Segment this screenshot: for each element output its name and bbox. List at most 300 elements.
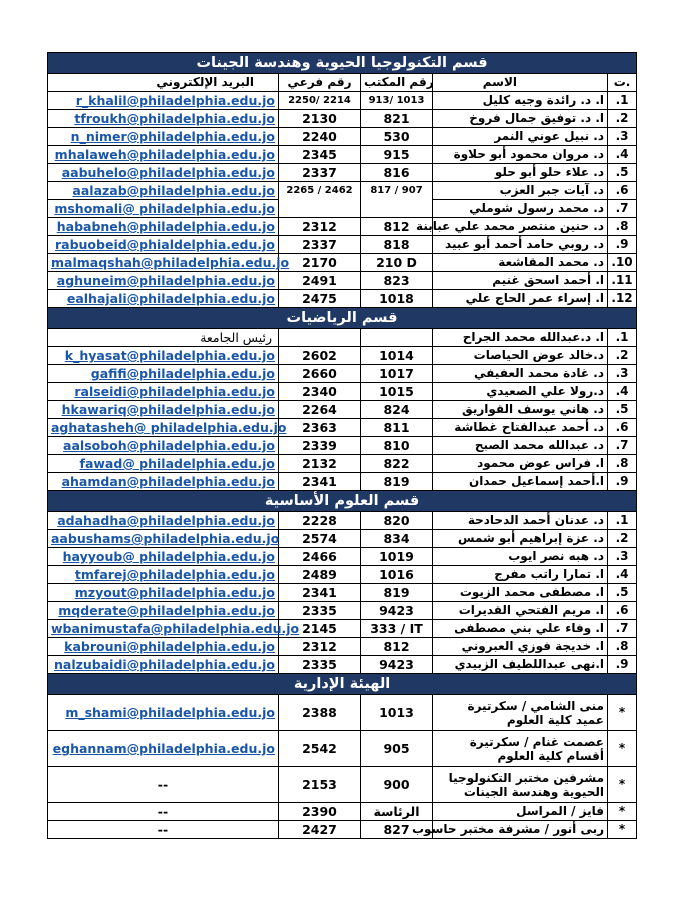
email-link-text[interactable]: mshomali@ philadelphia.edu.jo (54, 201, 275, 216)
office-cell (361, 182, 433, 200)
name-cell (433, 401, 608, 419)
office-cell-text: 913/ 1013 (368, 95, 425, 106)
header-office (361, 74, 433, 92)
email-link[interactable] (48, 383, 279, 401)
office-cell (361, 110, 433, 128)
section-title-text: قسم التكنولوجيا الحيوية وهندسة الجينات (196, 55, 488, 71)
extension-cell-text: 2475 (302, 291, 337, 306)
row-number-text: .4 (615, 384, 629, 398)
name-cell (433, 530, 608, 548)
extension-cell (279, 731, 361, 767)
office-cell (361, 146, 433, 164)
name-cell-text: د. محمد رسول شوملي (469, 201, 604, 215)
section-title-row (48, 674, 637, 695)
email-link[interactable] (48, 236, 279, 254)
extension-cell-text: 2312 (302, 639, 337, 654)
row-number (608, 584, 637, 602)
email-link-text[interactable]: m_shami@philadelphia.edu.jo (65, 705, 275, 720)
email-link-text[interactable]: adahadha@philadelphia.edu.jo (57, 513, 275, 528)
name-cell (433, 365, 608, 383)
email-link-text[interactable]: k_hyasat@philadelphia.edu.jo (64, 348, 275, 363)
section-title-row (48, 53, 637, 74)
office-cell-text: 1013 (379, 705, 414, 720)
office-cell-text: 821 (383, 111, 410, 126)
extension-cell (279, 290, 361, 308)
name-cell-text: ا. د. توفيق جمال فروخ (469, 111, 604, 125)
extension-cell (279, 512, 361, 530)
table-row (48, 182, 637, 200)
row-number-text: .3 (615, 549, 629, 563)
row-number-text: .8 (615, 639, 629, 653)
name-cell-text: منى الشامي / سكرتيرة عميد كلية العلوم (467, 698, 604, 727)
email-link[interactable] (48, 566, 279, 584)
email-link[interactable] (48, 437, 279, 455)
table-row (48, 437, 637, 455)
office-cell-text: 818 (383, 237, 410, 252)
row-number-text: .7 (615, 621, 629, 635)
row-number-text: * (618, 804, 626, 818)
email-link-text[interactable]: wbanimustafa@philadelphia.edu.jo (51, 621, 300, 636)
name-cell-text: د. غادة محمد العفيفي (474, 366, 604, 380)
email-link[interactable] (48, 638, 279, 656)
email-link-text[interactable]: eghannam@philadelphia.edu.jo (52, 741, 275, 756)
row-number (608, 383, 637, 401)
email-cell-text: -- (157, 777, 169, 792)
row-number (608, 638, 637, 656)
row-number-text: .2 (615, 348, 629, 362)
name-cell-text: ربى أنور / مشرفة مختبر حاسوب (412, 822, 604, 836)
email-cell-text: -- (157, 822, 169, 837)
header-office-text: رقم المكتب (364, 75, 434, 89)
office-cell-text: 810 (383, 438, 410, 453)
row-number-text: .7 (615, 201, 629, 215)
office-cell (361, 566, 433, 584)
email-link-text[interactable]: ahamdan@philadelphia.edu.jo (61, 474, 275, 489)
name-cell-text: د. نبيل عوني النمر (494, 129, 604, 143)
row-number (608, 473, 637, 491)
row-number-text: * (618, 741, 626, 755)
office-cell-text: 822 (383, 456, 410, 471)
row-number (608, 803, 637, 821)
name-cell (433, 290, 608, 308)
name-cell (433, 620, 608, 638)
email-link[interactable] (48, 182, 279, 200)
email-cell (48, 767, 279, 803)
name-cell (433, 200, 608, 218)
extension-cell-text: 2265 / 2462 (286, 185, 353, 197)
row-number-text: .7 (615, 438, 629, 452)
table-row (48, 602, 637, 620)
extension-cell-text: 2240 (302, 129, 337, 144)
extension-cell-text: 2312 (302, 219, 337, 234)
row-number (608, 437, 637, 455)
email-link-text[interactable]: n_nimer@philadelphia.edu.jo (70, 129, 275, 144)
name-cell (433, 731, 608, 767)
office-cell (361, 473, 433, 491)
extension-cell-text: 2228 (302, 513, 337, 528)
extension-cell-text: 2466 (302, 549, 337, 564)
email-link-text[interactable]: mqderate@philadelphia.edu.jo (58, 603, 275, 618)
row-number-text: .8 (615, 219, 629, 233)
name-cell-text: د. عزة إبراهيم أبو شمس (458, 531, 604, 545)
email-link-text[interactable]: rabuobeid@phialdelphia.edu.jo (54, 237, 275, 252)
section-title (48, 308, 637, 329)
row-number (608, 110, 637, 128)
name-cell (433, 146, 608, 164)
email-link-text[interactable]: hababneh@philadelphia.edu.jo (56, 219, 275, 234)
row-number (608, 347, 637, 365)
column-header-row (48, 74, 637, 92)
row-number (608, 236, 637, 254)
extension-cell (279, 656, 361, 674)
email-link[interactable] (48, 530, 279, 548)
email-link-text[interactable]: hkawariq@philadelphia.edu.jo (61, 402, 275, 417)
name-cell (433, 602, 608, 620)
office-cell-text: 915 (383, 147, 410, 162)
email-cell (48, 329, 279, 347)
office-cell-text: 819 (383, 585, 410, 600)
email-link[interactable] (48, 695, 279, 731)
name-cell-text: د. حنين منتصر محمد علي عبابنة (416, 219, 604, 233)
extension-cell-text: 2574 (302, 531, 337, 546)
email-link-text[interactable]: aalazab@philadelphia.edu.jo (72, 183, 275, 198)
row-number (608, 329, 637, 347)
office-cell-text: 1015 (379, 384, 414, 399)
extension-cell-text: 2250/ 2214 (288, 95, 351, 106)
header-name (433, 74, 608, 92)
email-link[interactable] (48, 548, 279, 566)
extension-cell (279, 236, 361, 254)
extension-cell-text: 2335 (302, 603, 337, 618)
extension-cell (279, 548, 361, 566)
name-cell-text: ا. د. رائدة وجيه كليل (482, 93, 604, 107)
extension-cell-text: 2390 (302, 804, 337, 819)
header-email-text: البريد الإلكتروني (156, 75, 254, 89)
name-cell-text: ا. فراس عوض محمود (477, 456, 604, 470)
office-cell-text: 1014 (379, 348, 414, 363)
email-link-text[interactable]: aabuhelo@philadelphia.edu.jo (61, 165, 275, 180)
name-cell (433, 236, 608, 254)
extension-cell-text: 2130 (302, 111, 337, 126)
email-link-text[interactable]: malmaqshah@philadelphia.edu.jo (51, 255, 290, 270)
office-cell-text: 820 (383, 513, 410, 528)
section-title-text: قسم العلوم الأساسية (264, 493, 420, 509)
email-link[interactable] (48, 365, 279, 383)
name-cell (433, 767, 608, 803)
email-link[interactable] (48, 218, 279, 236)
name-cell (433, 656, 608, 674)
office-cell-text: 210 D (376, 255, 417, 270)
email-link-text[interactable]: ealhajali@philadelphia.edu.jo (66, 291, 275, 306)
office-cell-text: 827 (383, 822, 410, 837)
name-cell (433, 347, 608, 365)
row-number (608, 254, 637, 272)
email-link-text[interactable]: tmfarej@philadelphia.edu.jo (74, 567, 275, 582)
table-row (48, 164, 637, 182)
office-cell (361, 620, 433, 638)
extension-cell-text: 2153 (302, 777, 337, 792)
name-cell-text: ا.أحمد إسماعيل حمدان (468, 474, 604, 488)
row-number-text: .5 (615, 165, 629, 179)
office-cell-text: 823 (383, 273, 410, 288)
extension-cell (279, 821, 361, 839)
extension-cell-text: 2363 (302, 420, 337, 435)
extension-cell (279, 92, 361, 110)
row-number-text: .9 (615, 657, 629, 671)
table-row (48, 110, 637, 128)
row-number-text: .9 (615, 237, 629, 251)
name-cell-text: ا. خديجة فوزي العبروني (461, 639, 604, 653)
email-link-text[interactable]: gafifi@philadelphia.edu.jo (90, 366, 275, 381)
email-link-text[interactable]: aghatasheh@ philadelphia.edu.jo (51, 420, 287, 435)
email-link-text[interactable]: fawad@ philadelphia.edu.jo (79, 456, 275, 471)
row-number-text: .6 (615, 420, 629, 434)
table-row (48, 290, 637, 308)
name-cell-text: د. هبه نصر ايوب (508, 549, 604, 563)
row-number (608, 695, 637, 731)
email-link-text[interactable]: r_khalil@philadelphia.edu.jo (75, 93, 275, 108)
email-link-text[interactable]: mzyout@philadelphia.edu.jo (74, 585, 275, 600)
row-number (608, 767, 637, 803)
row-number-text: .6 (615, 603, 629, 617)
email-link[interactable] (48, 455, 279, 473)
table-row (48, 455, 637, 473)
name-cell-text: ا. أحمد اسحق غنيم (492, 273, 604, 287)
row-number (608, 656, 637, 674)
office-cell-text: 1018 (379, 291, 414, 306)
table-row (48, 767, 637, 803)
email-link[interactable] (48, 146, 279, 164)
office-cell-text: 819 (383, 474, 410, 489)
email-link[interactable] (48, 731, 279, 767)
extension-cell-text: 2341 (302, 474, 337, 489)
row-number-text: * (618, 822, 626, 836)
table-row (48, 401, 637, 419)
table-row (48, 656, 637, 674)
directory-table (47, 52, 637, 839)
name-cell-text: د.رولا علي الصعيدي (486, 384, 604, 398)
row-number-text: .4 (615, 567, 629, 581)
email-link-text[interactable]: kabrouni@philadelphia.edu.jo (64, 639, 275, 654)
email-link[interactable] (48, 512, 279, 530)
name-cell-text: عصمت غنام / سكرتيرة أقسام كلية العلوم (469, 734, 604, 763)
extension-cell-text: 2345 (302, 147, 337, 162)
email-link[interactable] (48, 272, 279, 290)
email-link[interactable] (48, 254, 290, 272)
office-cell-text: 1017 (379, 366, 414, 381)
table-row (48, 146, 637, 164)
row-number-text: .2 (615, 111, 629, 125)
office-cell-text: 905 (383, 741, 410, 756)
row-number-text: .1 (615, 93, 629, 107)
office-cell (361, 584, 433, 602)
name-cell (433, 695, 608, 731)
email-link-text[interactable]: aghuneim@philadelphia.edu.jo (56, 273, 275, 288)
name-cell-text: ا. إسراء عمر الحاج علي (465, 291, 604, 305)
row-number-text: .8 (615, 456, 629, 470)
table-row (48, 347, 637, 365)
row-number (608, 401, 637, 419)
name-cell (433, 455, 608, 473)
section-title (48, 53, 637, 74)
office-cell (361, 236, 433, 254)
name-cell (416, 218, 608, 236)
table-row (48, 731, 637, 767)
table-row (48, 530, 637, 548)
row-number (608, 218, 637, 236)
row-number-text: .4 (615, 147, 629, 161)
row-number-text: .12 (611, 291, 633, 305)
name-cell (433, 164, 608, 182)
table-row (48, 512, 637, 530)
extension-cell-text: 2340 (302, 384, 337, 399)
email-link-text[interactable]: ralseidi@philadelphia.edu.jo (74, 384, 275, 399)
name-cell (433, 803, 608, 821)
email-link[interactable] (48, 602, 279, 620)
header-email (48, 74, 279, 92)
office-cell (361, 602, 433, 620)
name-cell (433, 419, 608, 437)
office-cell (361, 512, 433, 530)
email-link-text[interactable]: aabushams@philadelphia.edu.jo (51, 531, 280, 546)
section-title-row (48, 308, 637, 329)
extension-cell (279, 200, 361, 218)
row-number (608, 92, 637, 110)
extension-cell-text: 2542 (302, 741, 337, 756)
extension-cell (279, 530, 361, 548)
extension-cell-text: 2388 (302, 705, 337, 720)
extension-cell-text: 2337 (302, 165, 337, 180)
extension-cell-text: 2145 (302, 621, 337, 636)
name-cell-text: مشرفين مختبر التكنولوجيا الحيوية وهندسة الجينات (448, 770, 604, 799)
office-cell-text: 817 / 907 (370, 185, 423, 197)
extension-cell (279, 272, 361, 290)
office-cell (361, 656, 433, 674)
name-cell (433, 254, 608, 272)
office-cell-text: 834 (383, 531, 410, 546)
email-link-text[interactable]: hayyoub@ philadelphia.edu.jo (62, 549, 275, 564)
extension-cell (279, 146, 361, 164)
header-ext (279, 74, 361, 92)
office-cell (361, 383, 433, 401)
extension-cell (279, 767, 361, 803)
row-number-text: .11 (611, 273, 633, 287)
table-row (48, 92, 637, 110)
extension-cell (279, 218, 361, 236)
email-link-text[interactable]: tfroukh@philadelphia.edu.jo (74, 111, 275, 126)
email-link[interactable] (48, 128, 279, 146)
extension-cell (279, 566, 361, 584)
office-cell (361, 455, 433, 473)
extension-cell (279, 584, 361, 602)
extension-cell (279, 473, 361, 491)
table-row (48, 236, 637, 254)
table-row (48, 419, 637, 437)
table-row (48, 200, 637, 218)
email-link[interactable] (48, 584, 279, 602)
email-link-text[interactable]: mhalaweh@philadelphia.edu.jo (54, 147, 275, 162)
email-link[interactable] (48, 347, 279, 365)
row-number-text: .2 (615, 531, 629, 545)
email-link-text[interactable]: aalsoboh@philadelphia.edu.jo (63, 438, 275, 453)
email-link[interactable] (48, 419, 287, 437)
name-cell-text: ا. تمارا راتب مفرج (494, 567, 604, 581)
name-cell (433, 182, 608, 200)
name-cell-text: ا. د.عبدالله محمد الجراح (462, 330, 604, 344)
extension-cell (279, 419, 361, 437)
name-cell-text: ا. مصطفى محمد الزيوت (459, 585, 604, 599)
office-cell (361, 272, 433, 290)
email-link[interactable] (48, 473, 279, 491)
table-row (48, 272, 637, 290)
extension-cell-text: 2335 (302, 657, 337, 672)
email-link[interactable] (48, 92, 279, 110)
header-name-text: الاسم (482, 75, 517, 89)
table-row (48, 254, 637, 272)
row-number (608, 602, 637, 620)
row-number (608, 164, 637, 182)
name-cell (433, 638, 608, 656)
name-cell (433, 92, 608, 110)
row-number (608, 290, 637, 308)
extension-cell (279, 437, 361, 455)
email-link[interactable] (48, 620, 300, 638)
office-cell-text: 333 / IT (370, 621, 423, 636)
row-number (608, 182, 637, 200)
email-link[interactable] (48, 200, 279, 218)
row-number-text: .10 (611, 255, 633, 269)
name-cell (433, 566, 608, 584)
table-row (48, 365, 637, 383)
section-title-text: الهيئة الإدارية (293, 676, 391, 692)
email-link[interactable] (48, 110, 279, 128)
name-cell-text: ا. وفاء علي بني مصطفى (454, 621, 604, 635)
email-link[interactable] (48, 164, 279, 182)
row-number (608, 146, 637, 164)
section-title (48, 491, 637, 512)
header-ext-text: رقم فرعي (287, 75, 352, 89)
extension-cell (279, 602, 361, 620)
extension-cell (279, 182, 361, 200)
office-cell-text: 9423 (379, 657, 414, 672)
row-number-text: .5 (615, 402, 629, 416)
email-link[interactable] (48, 656, 279, 674)
name-cell-text: د. عبدالله محمد الصبح (474, 438, 604, 452)
name-cell-text: د. محمد المقاشعة (498, 255, 604, 269)
email-cell (48, 821, 279, 839)
email-link-text[interactable]: nalzubaidi@philadelphia.edu.jo (53, 657, 275, 672)
office-cell-text: 900 (383, 777, 410, 792)
office-cell-text: 811 (383, 420, 410, 435)
office-cell (361, 767, 433, 803)
name-cell-text: د. آيات جبر العزب (499, 183, 604, 197)
office-cell-text: 1016 (379, 567, 414, 582)
extension-cell-text: 2264 (302, 402, 337, 417)
row-number (608, 512, 637, 530)
table-row (48, 548, 637, 566)
name-cell-text: د. أحمد عبدالفتاح غطاشة (454, 420, 604, 434)
table-row (48, 473, 637, 491)
email-link[interactable] (48, 290, 279, 308)
row-number-text: .6 (615, 183, 629, 197)
office-cell (361, 437, 433, 455)
extension-cell-text: 2602 (302, 348, 337, 363)
section-title (48, 674, 637, 695)
office-cell (361, 329, 433, 347)
header-num (608, 74, 637, 92)
email-link[interactable] (48, 401, 279, 419)
name-cell-text: د. روبي حامد أحمد أبو عبيد (445, 237, 604, 251)
